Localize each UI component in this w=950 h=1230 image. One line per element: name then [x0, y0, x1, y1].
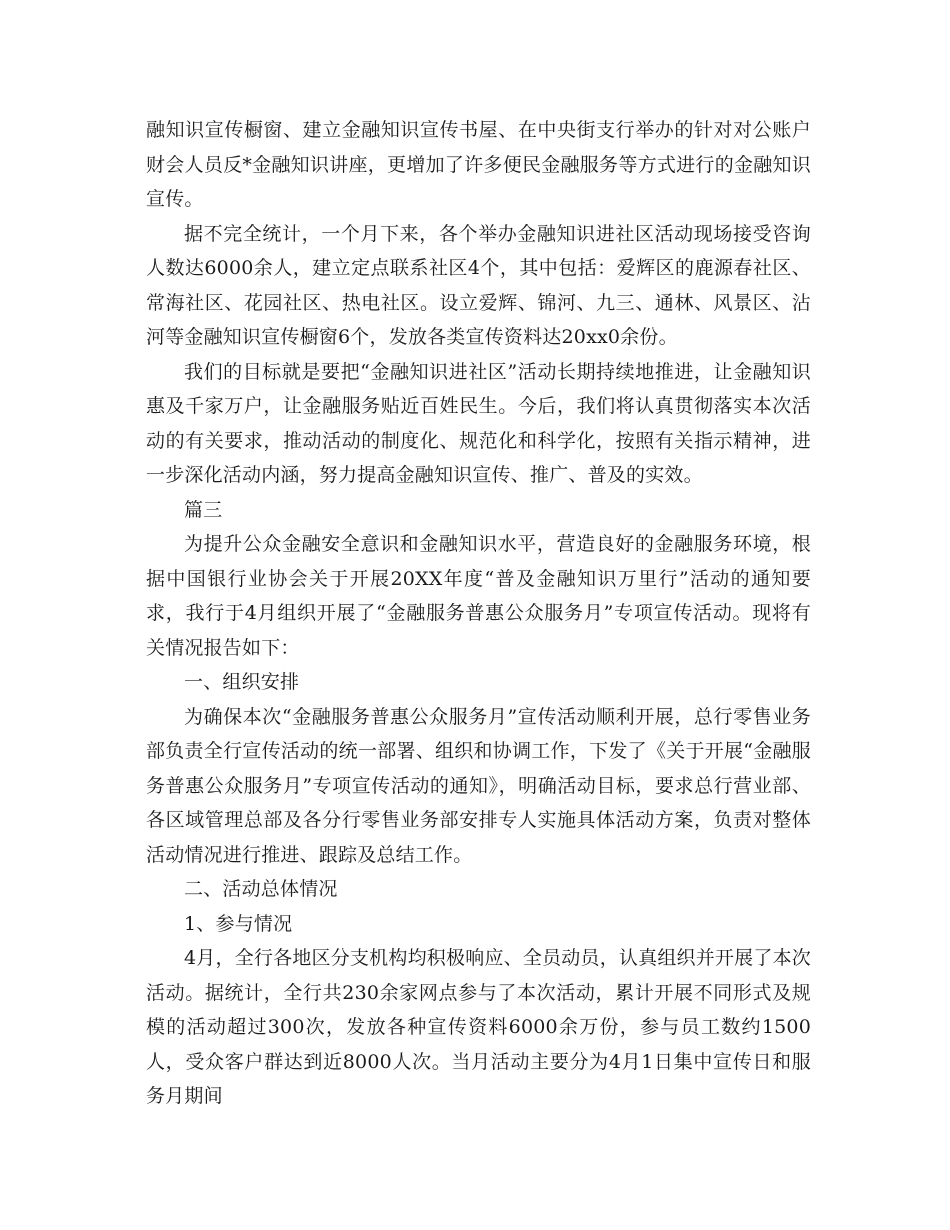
paragraph-participation: 4月，全行各地区分支机构均积极响应、全员动员，认真组织并开展了本次活动。据统计，全行共230余家网点参与了本次活动，累计开展不同形式及规模的活动超过300次，发放各种宣传资料6000余万份，参与员工数约1500人，受众客户群达到近8000人次。当月活动主要分为4月1日集中宣传日和服务月期间 — [146, 947, 811, 1107]
document-body — [146, 113, 811, 1114]
paragraph-organization: 为确保本次“金融服务普惠公众服务月”宣传活动顺利开展，总行零售业务部负责全行宣传活动的统一部署、组织和协调工作，下发了《关于开展“金融服务普惠公众服务月”专项宣传活动的通知》，明确活动目标，要求总行营业部、各区域管理总部及各分行零售业务部安排专人实施具体活动方案，负责对整体活动情况进行推进、跟踪及总结工作。 — [146, 705, 811, 866]
paragraph-1: 融知识宣传橱窗、建立金融知识宣传书屋、在中央街支行举办的针对对公账户财会人员反*金融知识讲座，更增加了许多便民金融服务等方式进行的金融知识宣传。 — [146, 119, 811, 210]
heading-overall: 二、活动总体情况 — [184, 878, 338, 900]
paragraph-intro: 为提升公众金融安全意识和金融知识水平，营造良好的金融服务环境，根据中国银行业协会关于开展20XX年度“普及金融知识万里行”活动的通知要求，我行于4月组织开展了“金融服务普惠公众服务月”专项宣传活动。现将有关情况报告如下： — [146, 533, 811, 659]
paragraph-2: 据不完全统计，一个月下来，各个举办金融知识进社区活动现场接受咨询人数达6000余人，建立定点联系社区4个，其中包括：爱辉区的鹿源春社区、常海社区、花园社区、热电社区。设立爱辉、锦河、九三、通林、风景区、沾河等金融知识宣传橱窗6个，发放各类宣传资料达20xx0余份。 — [146, 222, 811, 348]
heading-participation: 1、参与情况 — [184, 912, 293, 935]
section-title-pian-san: 篇三 — [184, 498, 223, 521]
heading-organization: 一、组织安排 — [184, 671, 300, 693]
paragraph-3: 我们的目标就是要把“金融知识进社区”活动长期持续地推进，让金融知识惠及千家万户，让金融服务贴近百姓民生。今后，我们将认真贯彻落实本次活动的有关要求，推动活动的制度化、规范化和科学化，按照有关指示精神，进一步深化活动内涵，努力提高金融知识宣传、推广、普及的实效。 — [146, 360, 811, 486]
